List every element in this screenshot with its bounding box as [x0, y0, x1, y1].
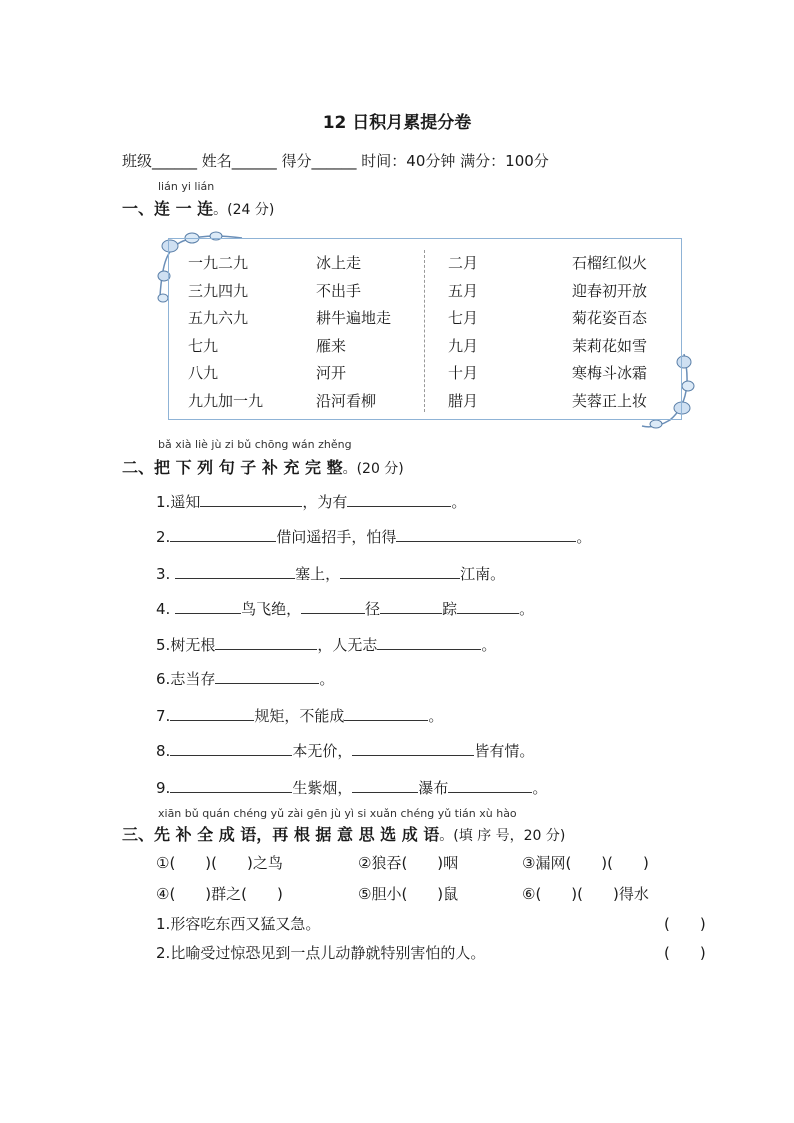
answer-blank[interactable] [170, 706, 254, 721]
section3-title: 三、先 补 全 成 语，再 根 据 意 思 选 成 语 [122, 825, 440, 844]
section2-pinyin: bǎ xià liè jù zi bǔ chōng wán zhěng [158, 438, 352, 451]
answer-paren-2[interactable]: ( ) [664, 944, 706, 962]
flower-phrase[interactable]: 迎春初开放 [572, 281, 648, 300]
poem-line-5: 5.树无根 ，人无志 。 [156, 636, 497, 654]
flower-phrase[interactable]: 芙蓉正上妆 [572, 391, 648, 410]
flower-phrase[interactable]: 菊花姿百态 [572, 309, 648, 327]
question-2: 2.比喻受过惊恐见到一点儿动静就特别害怕的人。 [156, 944, 486, 962]
answer-blank[interactable] [175, 599, 241, 614]
season-phrase-right[interactable]: 耕牛遍地走 [316, 309, 392, 327]
answer-blank[interactable] [347, 492, 451, 507]
month-item[interactable]: 腊月 [448, 391, 479, 410]
season-phrase-right[interactable]: 雁来 [316, 336, 347, 355]
idiom-4: ④( )群之( ) [156, 885, 283, 903]
poem-line-6: 6.志当存 。 [156, 670, 335, 688]
section3-pinyin: xiān bǔ quán chéng yǔ zài gēn jù yì si xuǎn chéng yǔ tián xù hào [158, 807, 517, 820]
section3-note: 。(填 序 号，20 分) [439, 828, 566, 844]
poem-line-2: 2. 借问遥招手，怕得 。 [156, 528, 592, 546]
section2-note: 。(20 分) [342, 461, 404, 477]
season-phrase-right[interactable]: 河开 [316, 364, 347, 382]
idiom-1: ①( )( )之鸟 [156, 854, 283, 872]
answer-blank[interactable] [200, 492, 302, 507]
poem-line-9: 9. 生紫烟， 瀑布 。 [156, 779, 548, 797]
flower-phrase[interactable]: 石榴红似火 [572, 254, 648, 272]
season-phrase-left[interactable]: 三九四九 [188, 281, 249, 300]
matching-divider [424, 250, 425, 412]
poem-line-3: 3. 塞上， 江南。 [156, 565, 506, 583]
answer-blank[interactable] [352, 741, 474, 756]
section2-title: 二、把 下 列 句 子 补 充 完 整 [122, 458, 343, 477]
month-item[interactable]: 七月 [448, 309, 479, 327]
season-phrase-right[interactable]: 沿河看柳 [316, 391, 377, 410]
answer-blank[interactable] [380, 599, 442, 614]
section1-note: 。(24 分) [213, 202, 275, 218]
answer-blank[interactable] [170, 527, 276, 542]
section1-pinyin: lián yi lián [158, 180, 215, 193]
answer-blank[interactable] [352, 778, 418, 793]
question-1: 1.形容吃东西又猛又急。 [156, 915, 321, 933]
poem-line-7: 7. 规矩，不能成 。 [156, 707, 444, 725]
month-item[interactable]: 二月 [448, 254, 479, 272]
answer-blank[interactable] [170, 778, 292, 793]
season-phrase-left[interactable]: 一九二九 [188, 254, 249, 272]
section1-heading [122, 196, 274, 219]
season-phrase-left[interactable]: 八九 [188, 364, 219, 382]
answer-blank[interactable] [457, 599, 519, 614]
month-item[interactable]: 九月 [448, 336, 479, 355]
month-item[interactable]: 十月 [448, 364, 479, 382]
poem-line-4: 4. 鸟飞绝， 径 踪 。 [156, 600, 535, 618]
flower-phrase[interactable]: 寒梅斗冰霜 [572, 364, 648, 382]
answer-blank[interactable] [448, 778, 532, 793]
idiom-6: ⑥( )( )得水 [522, 885, 649, 903]
answer-blank[interactable] [344, 706, 428, 721]
section1-title: 一、连 一 连 [122, 199, 214, 218]
answer-blank[interactable] [170, 741, 292, 756]
poem-line-1: 1.遥知 ，为有 。 [156, 493, 467, 511]
answer-blank[interactable] [301, 599, 365, 614]
idiom-2: ②狼吞( )咽 [358, 854, 459, 872]
answer-blank[interactable] [396, 527, 576, 542]
answer-paren-1[interactable]: ( ) [664, 915, 706, 933]
poem-line-8: 8. 本无价， 皆有情。 [156, 742, 535, 760]
season-phrase-left[interactable]: 九九加一九 [188, 391, 264, 410]
answer-blank[interactable] [175, 564, 295, 579]
answer-blank[interactable] [215, 669, 319, 684]
section2-heading [122, 455, 404, 478]
season-phrase-left[interactable]: 七九 [188, 336, 219, 355]
season-phrase-left[interactable]: 五九六九 [188, 309, 249, 327]
page-title: 12 日积月累提分卷 [322, 113, 472, 133]
flower-phrase[interactable]: 茉莉花如雪 [572, 336, 648, 355]
idiom-3: ③漏网( )( ) [522, 854, 649, 872]
month-item[interactable]: 五月 [448, 281, 479, 300]
section3-heading [122, 822, 565, 845]
season-phrase-right[interactable]: 不出手 [316, 281, 362, 300]
season-phrase-right[interactable]: 冰上走 [316, 254, 362, 272]
student-info-line: 班级______ 姓名______ 得分______ 时间：40分钟 满分：100分 [122, 152, 549, 170]
answer-blank[interactable] [377, 635, 481, 650]
idiom-5: ⑤胆小( )鼠 [358, 885, 459, 903]
answer-blank[interactable] [340, 564, 460, 579]
answer-blank[interactable] [215, 635, 317, 650]
